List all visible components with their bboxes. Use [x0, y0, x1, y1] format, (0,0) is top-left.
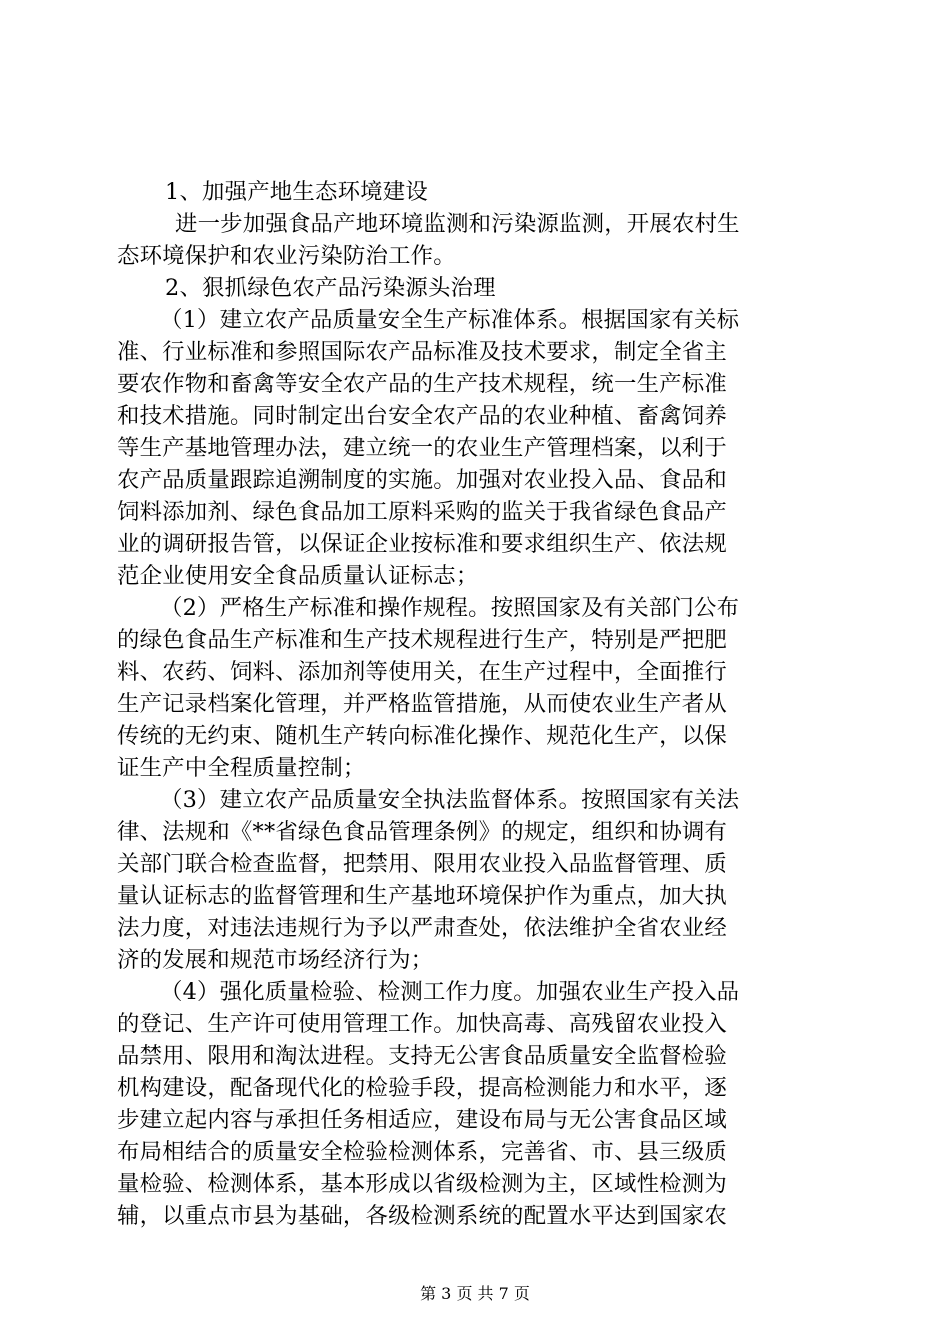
- text-line: 证生产中全程质量控制；: [117, 755, 366, 781]
- text-line: 步建立起内容与承担任务相适应，建设布局与无公害食品区域: [117, 1107, 727, 1133]
- text-line: 农产品质量跟踪追溯制度的实施。加强对农业投入品、食品和: [117, 467, 727, 493]
- text-line: 进一步加强食品产地环境监测和污染源监测，开展农村生: [175, 211, 740, 237]
- text-line: 准、行业标准和参照国际农产品标准及技术要求，制定全省主: [117, 339, 727, 365]
- text-line: 济的发展和规范市场经济行为；: [117, 947, 434, 973]
- text-line: 的绿色食品生产标准和生产技术规程进行生产，特别是严把肥: [117, 627, 727, 653]
- text-line: （1）建立农产品质量安全生产标准体系。根据国家有关标: [160, 307, 740, 333]
- text-line: 范企业使用安全食品质量认证标志；: [117, 563, 479, 589]
- text-line: （2）严格生产标准和操作规程。按照国家及有关部门公布: [160, 595, 740, 621]
- text-line: 态环境保护和农业污染防治工作。: [117, 243, 456, 269]
- text-line: 品禁用、限用和淘汰进程。支持无公害食品质量安全监督检验: [117, 1043, 727, 1069]
- text-line: 量检验、检测体系，基本形成以省级检测为主，区域性检测为: [117, 1171, 727, 1197]
- text-line: 辅，以重点市县为基础，各级检测系统的配置水平达到国家农: [117, 1203, 727, 1229]
- text-line: 传统的无约束、随机生产转向标准化操作、规范化生产，以保: [117, 723, 727, 749]
- text-line: 生产记录档案化管理，并严格监管措施，从而使农业生产者从: [117, 691, 727, 717]
- text-line: 和技术措施。同时制定出台安全农产品的农业种植、畜禽饲养: [117, 403, 727, 429]
- text-line: 饲料添加剂、绿色食品加工原料采购的监关于我省绿色食品产: [117, 499, 727, 525]
- text-line: 等生产基地管理办法，建立统一的农业生产管理档案，以利于: [117, 435, 727, 461]
- text-line: 布局相结合的质量安全检验检测体系，完善省、市、县三级质: [117, 1139, 727, 1165]
- text-line: （3）建立农产品质量安全执法监督体系。按照国家有关法: [160, 787, 740, 813]
- text-line: 业的调研报告管，以保证企业按标准和要求组织生产、依法规: [117, 531, 727, 557]
- text-line: 要农作物和畜禽等安全农产品的生产技术规程，统一生产标准: [117, 371, 727, 397]
- text-line: 机构建设，配备现代化的检验手段，提高检测能力和水平，逐: [117, 1075, 727, 1101]
- heading-1: 1、加强产地生态环境建设: [165, 179, 428, 205]
- page-number-footer: 第 3 页 共 7 页: [420, 1284, 530, 1303]
- text-line: 关部门联合检查监督，把禁用、限用农业投入品监督管理、质: [117, 851, 727, 877]
- text-line: （4）强化质量检验、检测工作力度。加强农业生产投入品: [160, 979, 740, 1005]
- text-line: 量认证标志的监督管理和生产基地环境保护作为重点，加大执: [117, 883, 727, 909]
- heading-2: 2、狠抓绿色农产品污染源头治理: [165, 275, 496, 301]
- text-line: 律、法规和《**省绿色食品管理条例》的规定，组织和协调有: [117, 819, 728, 845]
- text-line: 的登记、生产许可使用管理工作。加快高毒、高残留农业投入: [117, 1011, 727, 1037]
- text-line: 法力度，对违法违规行为予以严肃查处，依法维护全省农业经: [117, 915, 727, 941]
- text-line: 料、农药、饲料、添加剂等使用关，在生产过程中，全面推行: [117, 659, 727, 685]
